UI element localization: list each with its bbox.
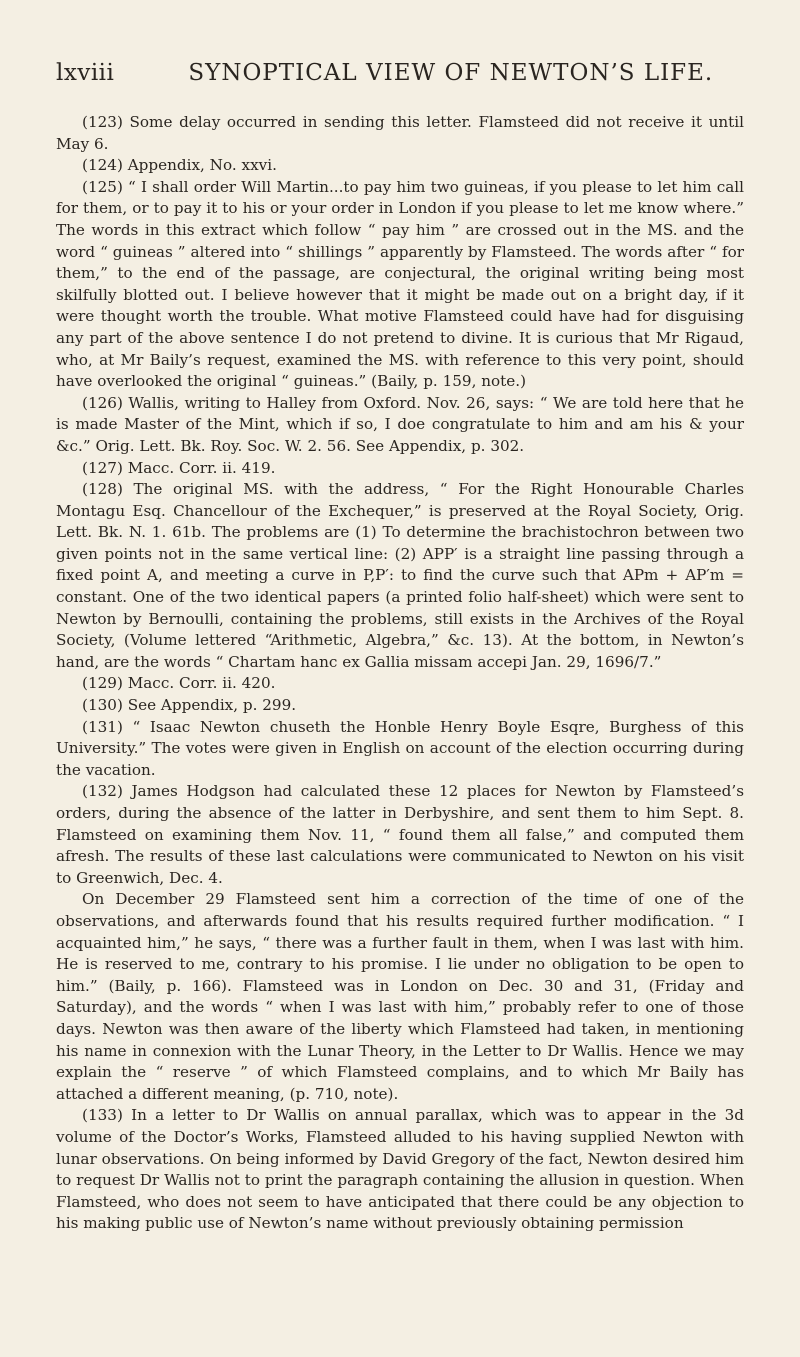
- note-133: (133) In a letter to Dr Wallis on annual parallax, which was to appear in the 3d volume of the Doctor’s Works, Flamsteed alluded to his having supplied Newton with lunar observations. On being informed by David Gregory of the fact, Newton desired him to request Dr Wallis not to print the paragraph containing the allusion in question. When Flamsteed, who does not seem to have anticipated that there could be any objection to his making public use of Newton’s name without previously obtaining permission: [56, 1106, 744, 1233]
- note-123: (123) Some delay occurred in sending this letter. Flamsteed did not receive it until May 6.: [56, 113, 744, 153]
- note-126: (126) Wallis, writing to Halley from Oxford. Nov. 26, says: “ We are told here that he is made Master of the Mint, which if so, I doe congratulate to him and am his & your &c.” Orig. Lett. Bk. Roy. Soc. W. 2. 56. See Appendix, p. 302.: [56, 393, 744, 455]
- page-header: [56, 60, 744, 86]
- note-132-continued: On December 29 Flamsteed sent him a correction of the time of one of the observations, and afterwards found that his results required further modification. “ I acquainted him,” he says, “ there was a further fault in them, when I was last with him. He is reserved to me, contrary to his promise. I lie under no obligation to be open to him.” (Baily, p. 166). Flamsteed was in London on Dec. 30 and 31, (Friday and Saturday), and the words “ when I was last with him,” probably refer to one of those days. Newton was then aware of the liberty which Flamsteed had taken, in mentioning his name in connexion with the Lunar Theory, in the Letter to Dr Wallis. Hence we may explain the “ reserve ” of which Flamsteed complains, and to which Mr Baily has attached a different meaning, (p. 710, note).: [56, 890, 744, 1103]
- note-125: (125) “ I shall order Will Martin...to pay him two guineas, if you please to let him call for them, or to pay it to his or your order in London if you please to let me know where.” The words in this extract which follow “ pay him ” are crossed out in the MS. and the word “ guineas ” altered into “ shillings ” apparently by Flamsteed. The words after “ for them,” to the end of the passage, are conjectural, the original writing being most skilfully blotted out. I believe however that it might be made out on a bright day, if it were thought worth the trouble. What motive Flamsteed could have had for disguising any part of the above sentence I do not pretend to divine. It is curious that Mr Rigaud, who, at Mr Baily’s request, examined the MS. with reference to this very point, should have overlooked the original “ guineas.” (Baily, p. 159, note.): [56, 177, 744, 391]
- running-title: SYNOPTICAL VIEW OF NEWTON’S LIFE.: [188, 60, 714, 86]
- note-132: (132) James Hodgson had calculated these 12 places for Newton by Flamsteed’s orders, during the absence of the latter in Derbyshire, and sent them to him Sept. 8. Flamsteed on examining them Nov. 11, “ found them all false,” and computed them afresh. The results of these last calculations were communicated to Newton on his visit to Greenwich, Dec. 4.: [56, 782, 744, 887]
- note-128: (128) The original MS. with the address, “ For the Right Honourable Charles Montagu Esq. Chancellour of the Exchequer,” is preserved at the Royal Society, Orig. Lett. Bk. N. 1. 61b. The problems are (1) To determine the brachistochron between two given points not in the same vertical line: (2) APP′ is a straight line passing through a fixed point A, and meeting a curve in P,P′: to find the curve such that APm + AP′m = constant. One of the two identical papers (a printed folio half-sheet) which were sent to Newton by Bernoulli, containing the problems, still exists in the Archives of the Royal Society, (Volume lettered “Arithmetic, Algebra,” &c. 13). At the bottom, in Newton’s hand, are the words “ Chartam hanc ex Gallia missam accepi Jan. 29, 1696/7.”: [56, 480, 744, 671]
- note-127: (127) Macc. Corr. ii. 419.: [82, 458, 276, 477]
- note-131: (131) “ Isaac Newton chuseth the Honble Henry Boyle Esqre, Burghess of this University.” The votes were given in English on account of the election occurring during the vacation.: [56, 717, 744, 779]
- note-124: (124) Appendix, No. xxvi.: [82, 156, 277, 175]
- footnotes: [56, 112, 744, 1235]
- note-130: (130) See Appendix, p. 299.: [82, 696, 297, 715]
- note-129: (129) Macc. Corr. ii. 420.: [82, 674, 276, 693]
- page-number: lxviii: [56, 60, 115, 86]
